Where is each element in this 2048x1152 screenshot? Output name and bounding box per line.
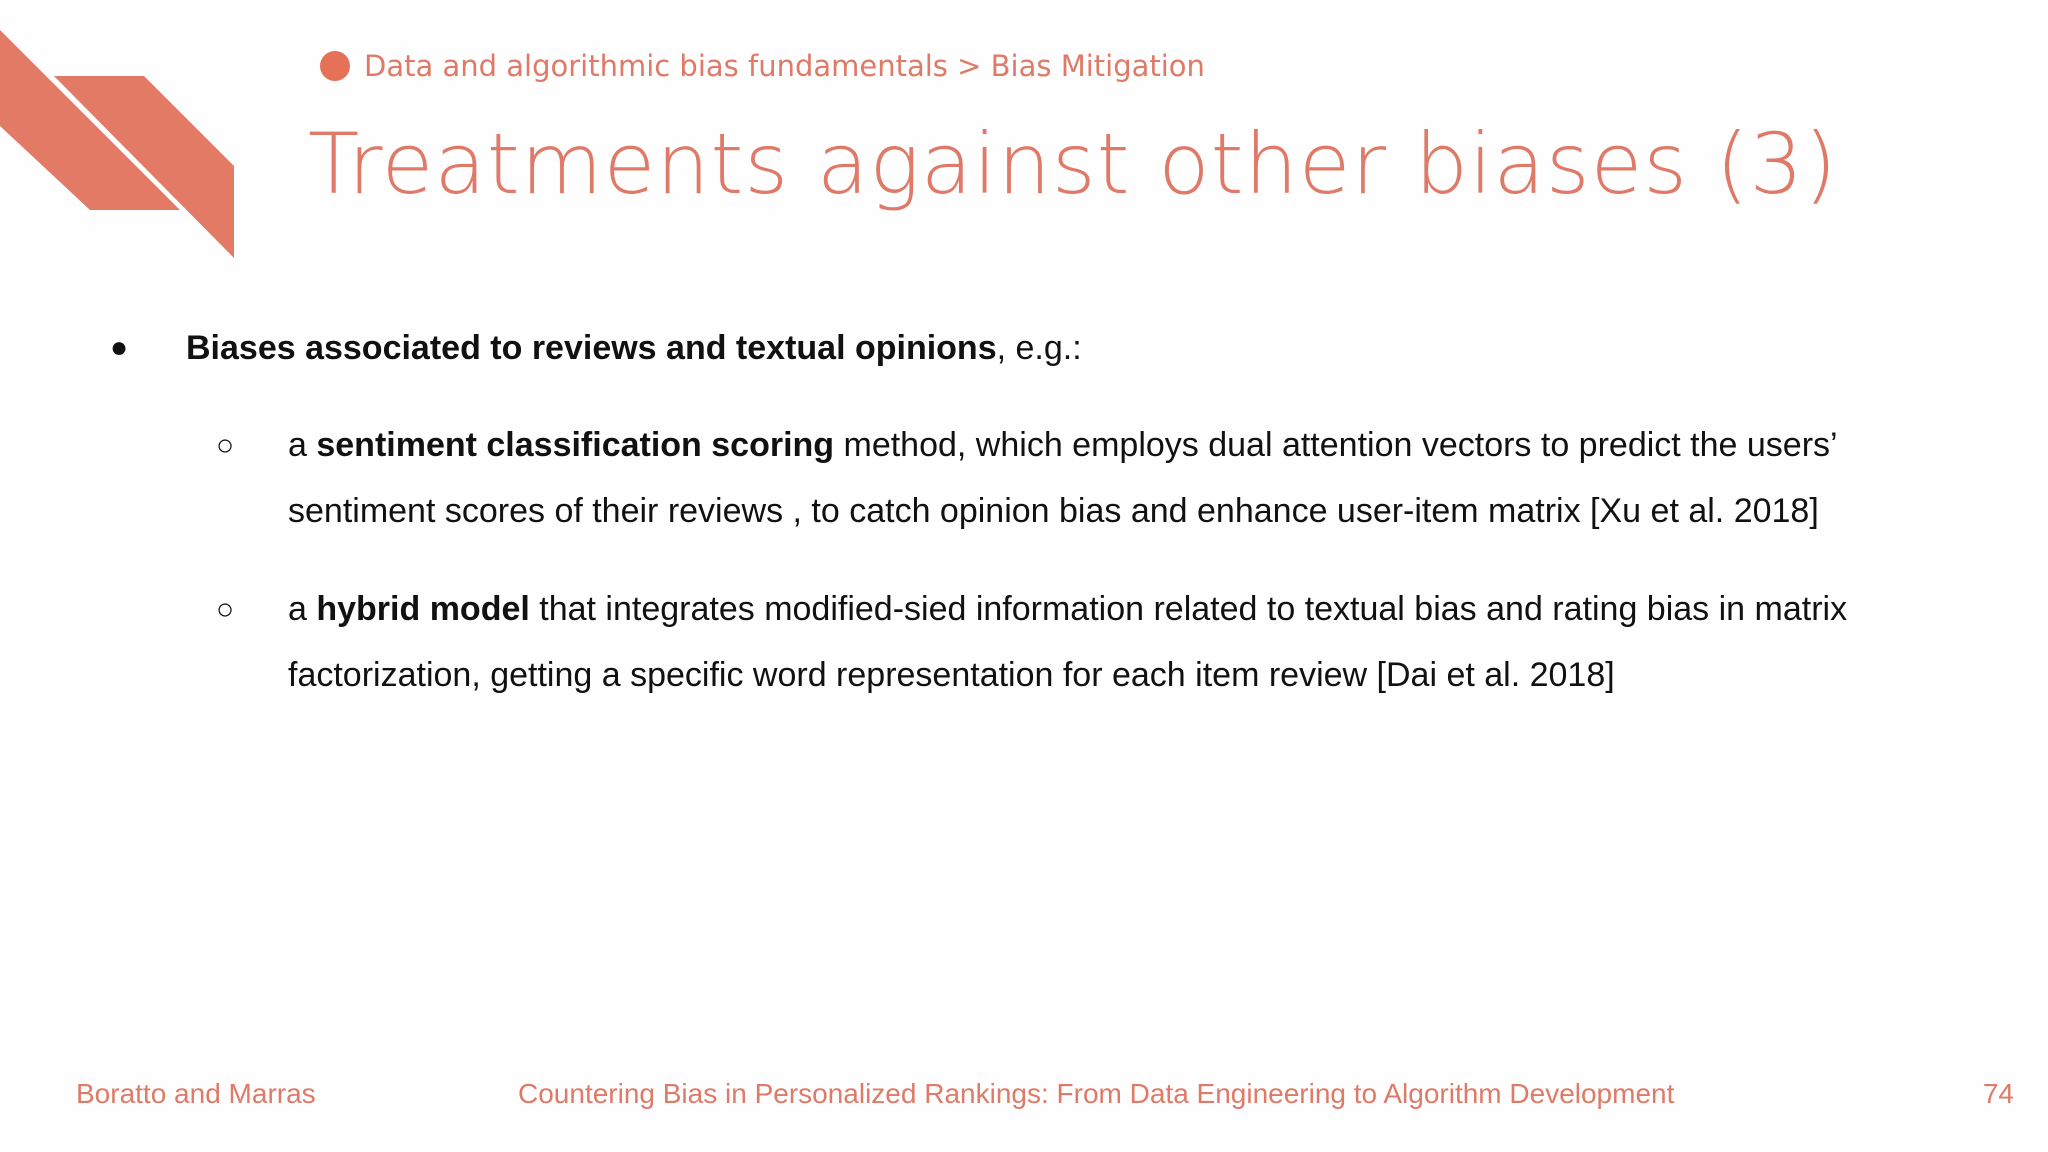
footer-talk-title: Countering Bias in Personalized Rankings: From Data Engineering to Algorithm Development (518, 1078, 1675, 1109)
bullet-text (186, 326, 1082, 370)
bullet-rest-text: , e.g.: (996, 329, 1082, 367)
subbullet-line: a hybrid model that integrates modified-sied information related to textual bias and rating bias in matrix (288, 590, 1848, 628)
subbullet-bold-term: sentiment classification scoring (316, 426, 835, 464)
footer-authors: Boratto and Marras (76, 1078, 316, 1109)
subbullet-line: factorization, getting a specific word representation for each item review [Dai et al. 2018] (288, 656, 1615, 694)
footer-page-number: 74 (1982, 1078, 2014, 1109)
subbullet-text (288, 576, 1998, 708)
breadcrumb-text: Data and algorithmic bias fundamentals > Bias Mitigation (364, 49, 1205, 83)
subbullet-circle-icon: ○ (216, 429, 235, 462)
subbullet-text (288, 412, 1998, 544)
subbullet-line: a sentiment classification scoring method, which employs dual attention vectors to predict the users’ (288, 426, 1838, 464)
subbullet-bold-term: hybrid model (316, 590, 530, 628)
subbullet-circle-icon: ○ (216, 593, 235, 626)
bullet-bold-text: Biases associated to reviews and textual opinions (186, 329, 997, 367)
subbullet-line: sentiment scores of their reviews , to catch opinion bias and enhance user-item matrix [Xu et al. 2018] (288, 492, 1819, 530)
slide-title: Treatments against other biases (3) (308, 115, 1838, 213)
bullet-dot-icon: ● (110, 331, 129, 364)
